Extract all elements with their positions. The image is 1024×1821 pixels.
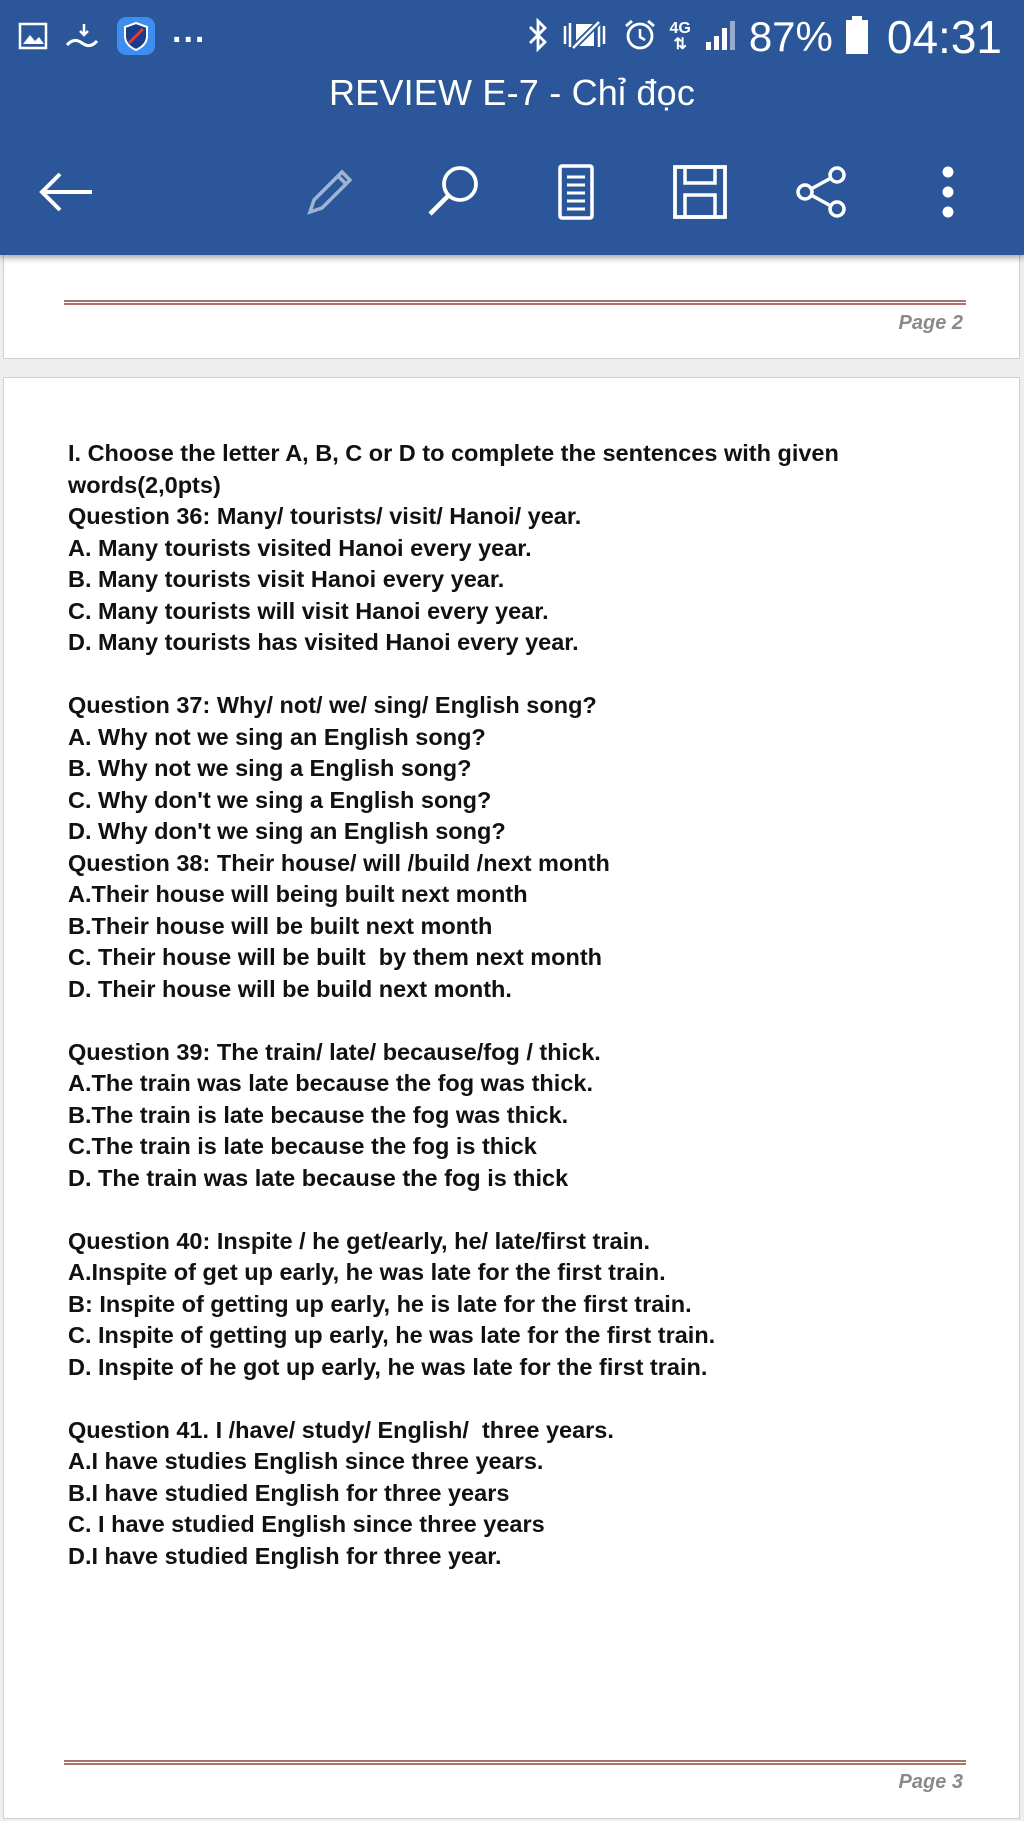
reading-view-button[interactable] (544, 160, 608, 224)
document-line: B.The train is late because the fog was thick. (68, 1101, 569, 1128)
document-line: C. Many tourists will visit Hanoi every year. (68, 597, 549, 624)
more-options-button[interactable] (916, 160, 980, 224)
blank-line (68, 1005, 948, 1037)
document-line: A.The train was late because the fog was thick. (68, 1070, 593, 1096)
document-line: A. Many tourists visited Hanoi every year. (68, 534, 532, 561)
more-icon (938, 163, 958, 221)
search-button[interactable] (422, 160, 486, 224)
document-line: C. I have studied English since three years (68, 1511, 545, 1537)
document-line: D. Why don't we sing an English song? (68, 818, 506, 844)
edit-button[interactable] (298, 160, 362, 224)
footer-rule (64, 300, 966, 305)
document-line: Question 41. I /have/ study/ English/ three years. (68, 1416, 614, 1443)
document-line: B: Inspite of getting up early, he is late for the first train. (68, 1290, 692, 1317)
document-line: Question 39: The train/ late/ because/fog / thick. (68, 1038, 601, 1065)
bluetooth-icon (527, 18, 549, 57)
document-line: A. Why not we sing an English song? (68, 723, 486, 750)
battery-percent: 87% (748, 13, 833, 60)
back-arrow-icon (38, 170, 94, 214)
document-line: D. The train was late because the fog is thick (68, 1164, 569, 1191)
toolbar (0, 150, 1024, 230)
document-line: A.Their house will being built next month (68, 881, 528, 907)
download-notification-icon (64, 21, 100, 51)
document-line: A.Inspite of get up early, he was late for the first train. (68, 1259, 666, 1285)
document-line: B.Their house will be built next month (68, 912, 493, 939)
status-bar (0, 0, 1024, 76)
document-line: D. Inspite of he got up early, he was late for the first train. (68, 1353, 708, 1380)
save-button[interactable] (668, 160, 732, 224)
vibrate-mute-icon (561, 18, 611, 57)
app-bar (0, 0, 1024, 255)
page-number: Page 2 (898, 312, 963, 334)
blank-line (68, 659, 948, 691)
signal-icon (703, 18, 737, 57)
gallery-notification-icon (18, 21, 48, 51)
share-icon (793, 163, 851, 221)
battery-icon (845, 15, 869, 60)
document-line: A.I have studies English since three years. (68, 1448, 544, 1474)
search-icon (424, 162, 484, 222)
document-line: C. Their house will be built by them next month (68, 944, 603, 970)
blank-line (68, 1194, 948, 1226)
document-line: C. Why don't we sing a English song? (68, 786, 492, 813)
document-line: B. Many tourists visit Hanoi every year. (68, 566, 505, 592)
share-button[interactable] (790, 160, 854, 224)
reading-view-icon (554, 163, 598, 221)
clock: 04:31 (886, 11, 1002, 63)
pencil-icon (302, 164, 358, 220)
document-title: REVIEW E-7 - Chỉ đọc (328, 72, 696, 113)
back-button[interactable] (34, 160, 98, 224)
notification-overflow: ... (172, 11, 207, 50)
document-line: D. Many tourists has visited Hanoi every year. (68, 629, 579, 655)
alarm-icon (623, 18, 657, 57)
network-type: 4G ⇅ (669, 20, 691, 53)
document-page-3 (3, 377, 1020, 1819)
blank-line (68, 1383, 948, 1415)
page-content (68, 438, 948, 1572)
document-line: D.I have studied English for three year. (68, 1542, 502, 1569)
document-line: C.The train is late because the fog is thick (68, 1133, 537, 1159)
document-line: Question 38: Their house/ will /build /next month (68, 849, 610, 876)
document-line: Question 36: Many/ tourists/ visit/ Hanoi/ year. (68, 503, 582, 529)
document-line: B. Why not we sing a English song? (68, 755, 472, 781)
document-line: words(2,0pts) (68, 471, 221, 498)
save-icon (671, 163, 729, 221)
document-line: Question 40: Inspite / he get/early, he/ late/first train. (68, 1227, 650, 1254)
document-line: D. Their house will be build next month. (68, 975, 512, 1002)
document-line: I. Choose the letter A, B, C or D to complete the sentences with given (68, 440, 839, 466)
footer-rule (64, 1760, 966, 1765)
document-line: Question 37: Why/ not/ we/ sing/ English song? (68, 692, 597, 718)
document-line: B.I have studied English for three years (68, 1479, 510, 1506)
document-line: C. Inspite of getting up early, he was late for the first train. (68, 1322, 716, 1348)
page-number: Page 3 (898, 1771, 963, 1793)
security-app-icon (116, 16, 156, 56)
